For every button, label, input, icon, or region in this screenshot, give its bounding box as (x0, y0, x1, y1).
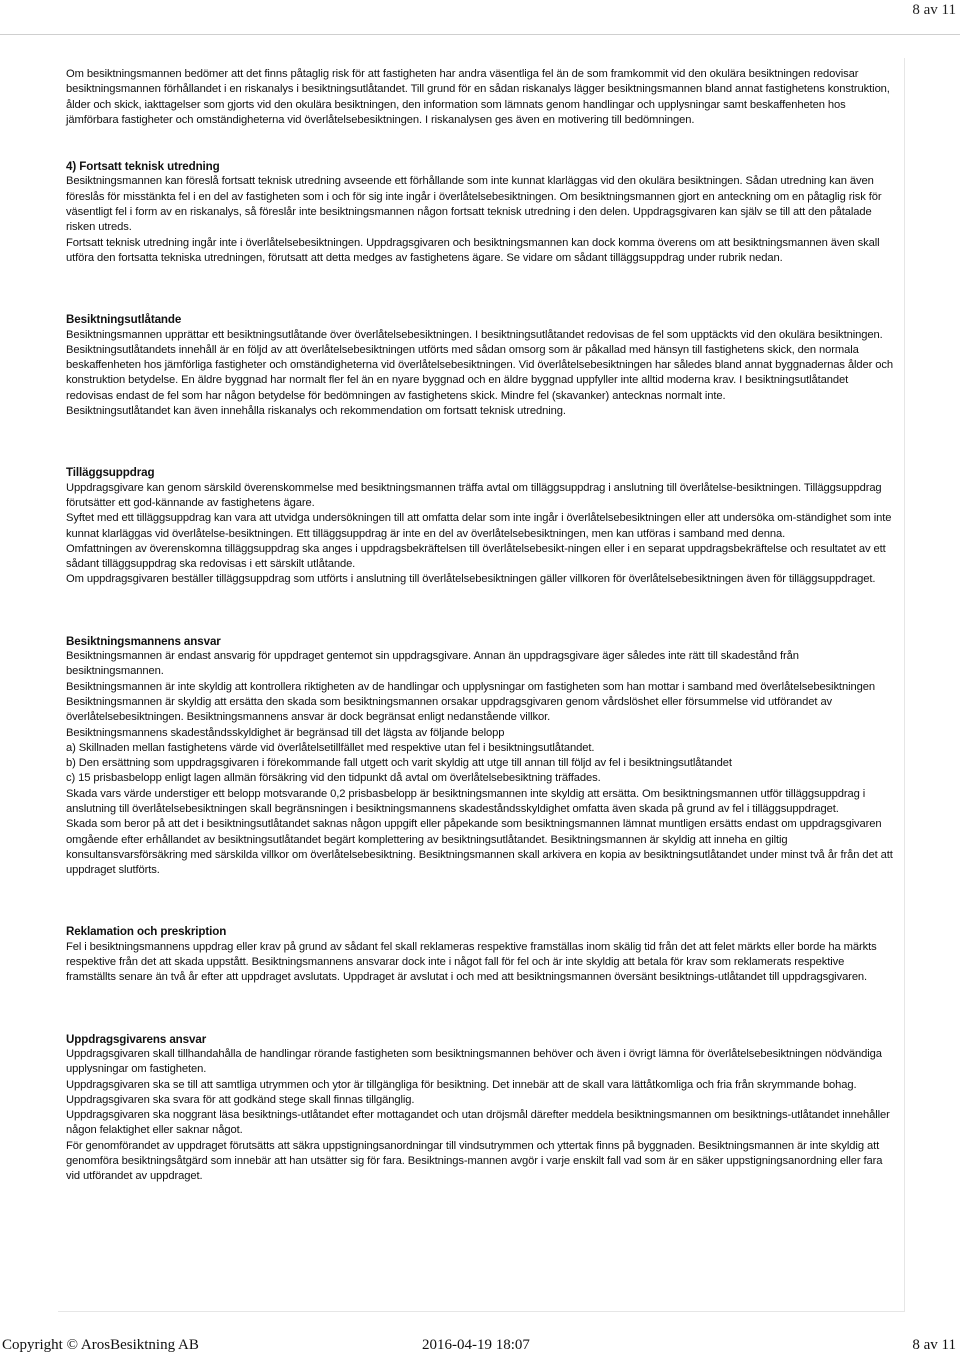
section-heading: Besiktningsutlåtande (66, 313, 182, 327)
list-item: c) 15 prisbasbelopp enligt lagen allmän försäkring vid den tidpunkt då avtal om överlåtelsebesiktning träffades. (66, 772, 601, 785)
paragraph: Uppdragsgivaren ska svara för att godkänd stege skall finnas tillgänglig. (66, 1093, 415, 1106)
paragraph: Syftet med ett tilläggsuppdrag kan vara att utvidga undersökningen till att omfatta delar som inte ingår i överlåtelsebesiktningen eller att undersöka om-ständighet som inte kunnat klarläggas vid överlåtelse-besiktningen. Ett tilläggsuppdrag är inte en del av överlåtelsebesiktningen, men kan utföras i samband med denna. (66, 512, 892, 540)
section-heading: 4) Fortsatt teknisk utredning (66, 160, 220, 174)
paragraph: Uppdragsgivaren ska noggrant läsa besiktnings-utlåtandet efter mottagandet och utan dröjsmål därefter meddela besiktningsmannen om besiktnings-utlåtandet innehåller någon felaktighet eller saknar något. (66, 1109, 890, 1137)
section-tillaggsuppdrag (66, 465, 896, 587)
section-heading: Besiktningsmannens ansvar (66, 634, 221, 648)
paragraph: Fortsatt teknisk utredning ingår inte i överlåtelsebesiktningen. Uppdragsgivaren och besiktningsmannen kan dock komma överens om att besiktningsmannen även skall utföra den fortsatta tekniska utredningen, förutsatt att detta medges av fastighetens ägare. Se vidare om sådant tilläggsuppdrag under rubrik nedan. (66, 236, 880, 264)
section-heading: Tilläggsuppdrag (66, 466, 155, 480)
section-besiktningsutlatande (66, 312, 896, 419)
paragraph: För genomförandet av uppdraget förutsätts att säkra uppstigningsanordningar till vindsutrymmen och yttertak finns på byggnaden. Besiktningsmannen är inte skyldig att genomföra besiktningsåtgärd som innebär att han utsätter sig för fara. Besiktnings-mannen avgör i varje enskilt fall vad som är en säker uppstigningsanordning eller fara vid utförandet av uppdraget. (66, 1139, 883, 1183)
list-item: a) Skillnaden mellan fastighetens värde vid överlåtelsetillfället med respektive utan fel i besiktningsutlåtandet. (66, 741, 595, 754)
paragraph: Uppdragsgivaren ska se till att samtliga utrymmen och ytor är tillgängliga för besiktning. Det innebär att de skall vara lättåtkomliga och fria från skrymmande bohag. (66, 1078, 857, 1091)
paragraph: Besiktningsmannen är inte skyldig att kontrollera riktigheten av de handlingar och upplysningar om fastigheten som han mottar i samband med överlåtelsebesiktningen Besiktningsmannen är skyldig att ersätta den skada som besiktningsmannen orsakar uppdragsgivaren genom vårdslöshet eller försummelse vid utförandet av överlåtelsebesiktningen. Besiktningsmannens ansvar är dock begränsat enligt nedanstående villkor. (66, 680, 875, 724)
paragraph: Omfattningen av överenskomna tilläggsuppdrag ska anges i uppdragsbekräftelsen till överlåtelsebesikt-ningen eller i en separat uppdragsbekräftelse och resultatet av ett sådant tilläggsuppdrag ska redovisas i ett särskilt utlåtande. (66, 542, 886, 571)
top-divider (0, 34, 960, 35)
paragraph: Skada som beror på att det i besiktningsutlåtandet saknas någon uppgift eller påpekande som besiktningsmannen lämnat muntligen ersätts endast om uppdragsgivaren omgående efter erhållandet av besiktningsutlåtandet begärt komplettering av besiktningsutlåtandet. Besiktningsmannen är skyldig att inneha en giltig konsultansvarsförsäkring med särskilda villkor om överlåtelsebesiktning. Besiktningsmannen skall arkivera en kopia av besiktningsutlåtandet under minst två år från det att uppdraget slutförts. (66, 818, 893, 877)
intro-paragraph: Om besiktningsmannen bedömer att det finns påtaglig risk för att fastigheten har andra väsentliga fel än de som framkommit vid den okulära besiktningen redovisar besiktningsmannen förhållandet i en riskanalys i besiktningsutlåtandet. Till grund för en sådan riskanalys lägger besiktningsmannen bland annat fastighetens konstruktion, ålder och skick, iakttagelser som gjorts vid den okulära besiktningen, den information som lämnats genom handlingar och upplysningar samt beskaffenheten hos jämförbara fastigheter och omständigheterna vid överlåtelsebesiktningen. I riskanalysen ges även en motivering till bedömningen. (66, 68, 890, 126)
section-reklamation-och-preskription (66, 924, 896, 985)
paragraph: Besiktningsmannens skadeståndsskyldighet är begränsad till det lägsta av följande belopp (66, 726, 505, 739)
paragraph: Skada vars värde understiger ett belopp motsvarande 0,2 prisbasbelopp är besiktningsmannen inte skyldig att ersätta. Om besiktningsmannen utför tilläggsuppdrag i anslutning till överlåtelsebesiktningen skall begränsningen i besiktningsmannens skadeståndsskyldighet omfatta även skada på grund av fel i tilläggsuppdraget. (66, 787, 866, 815)
paragraph: Fel i besiktningsmannens uppdrag eller krav på grund av sådant fel skall reklameras respektive framställas inom skälig tid från det att felet märkts eller borde ha märkts respektive från det att skada uppstått. Besiktningsmannens ansvarar dock inte i något fall för fel och är inte skyldig att betala för krav som reklamerats respektive framställts senare än två år efter att uppdraget avslutats. Uppdraget är avslutat i och med att besiktningsmannen översänt besiktnings-utlåtandet till uppdragsgivaren. (66, 940, 877, 984)
intro-section (66, 67, 896, 128)
footer-datetime: 2016-04-19 18:07 (422, 1337, 530, 1353)
page-footer (0, 1337, 960, 1355)
section-heading: Reklamation och preskription (66, 925, 227, 939)
paragraph: Uppdragsgivare kan genom särskild överenskommelse med besiktningsmannen träffa avtal om tilläggsuppdrag i anslutning till överlåtelse-besiktningen. Tilläggsuppdrag förutsätter ett god-kännande av fastighetens ägare. (66, 481, 882, 509)
section-fortsatt-teknisk-utredning (66, 159, 896, 266)
section-heading: Uppdragsgivarens ansvar (66, 1032, 207, 1046)
paragraph: Besiktningsutlåtandet kan även innehålla riskanalys och rekommendation om fortsatt teknisk utredning. (66, 405, 566, 418)
list-item: b) Den ersättning som uppdragsgivaren i förekommande fall utgett och varit skyldig att utge till annan till följd av fel i besiktningsutlåtandet (66, 757, 732, 770)
paragraph: Besiktningsmannen kan föreslå fortsatt teknisk utredning avseende ett förhållande som inte kunnat klarläggas vid den okulära besiktningen. Sådan utredning kan även föreslås för misstänkta fel i en del av fastigheten som i och för sig inte ingår i överlåtelsebesiktningen. Om besiktningsmannen gjort en anteckning om en påtaglig risk för väsentligt fel i form av en riskanalys, så föreslår inte besiktningsmannen någon fortsatt teknisk utredning i den delen. Uppdragsgivaren kan själv se till att den påtalade risken utreds. (66, 175, 882, 234)
paragraph: Om uppdragsgivaren beställer tilläggsuppdrag som utförts i anslutning till överlåtelsebesiktningen gäller villkoren för överlåtelsebesiktningen även för tilläggsuppdraget. (66, 573, 876, 586)
page-number-top: 8 av 11 (912, 2, 956, 18)
page-number-bottom: 8 av 11 (912, 1337, 956, 1353)
footer-copyright: Copyright © ArosBesiktning AB (2, 1337, 199, 1353)
paragraph: Besiktningsmannen upprättar ett besiktningsutlåtande över överlåtelsebesiktningen. I besiktningsutlåtandet redovisas de fel som upptäckts vid den okulära besiktningen. (66, 328, 883, 341)
document-body (66, 67, 896, 1185)
paragraph: Besiktningsutlåtandets innehåll är en följd av att överlåtelsebesiktningen utförts med sådan omsorg som är påkallad med hänsyn till fastighetens skick, den normala beskaffenheten hos jämförliga fastigheter och omständigheterna vid överlåtelsebesiktningen. Vid överlåtelsebesiktningen har således bland annat byggnadernas ålder och konstruktion betydelse. En äldre byggnad har normalt fler fel än en nyare byggnad och en äldre byggnad uppfyller inte alltid moderna krav. I besiktningsutlåtandet redovisas endast de fel som har någon betydelse för bedömningen av fastighetens skick. Mindre fel (skavanker) antecknas normalt inte. (66, 343, 893, 402)
paragraph: Besiktningsmannen är endast ansvarig för uppdraget gentemot sin uppdragsgivare. Annan än uppdragsgivare äger således inte rätt till skadestånd från besiktningsmannen. (66, 650, 799, 678)
section-uppdragsgivarens-ansvar (66, 1032, 896, 1185)
paragraph: Uppdragsgivaren skall tillhandahålla de handlingar rörande fastigheten som besiktningsmannen behöver och även i övrigt lämna för överlåtelsebesiktningen nödvändiga upplysningar om fastigheten. (66, 1047, 882, 1076)
section-besiktningsmannens-ansvar (66, 634, 896, 879)
